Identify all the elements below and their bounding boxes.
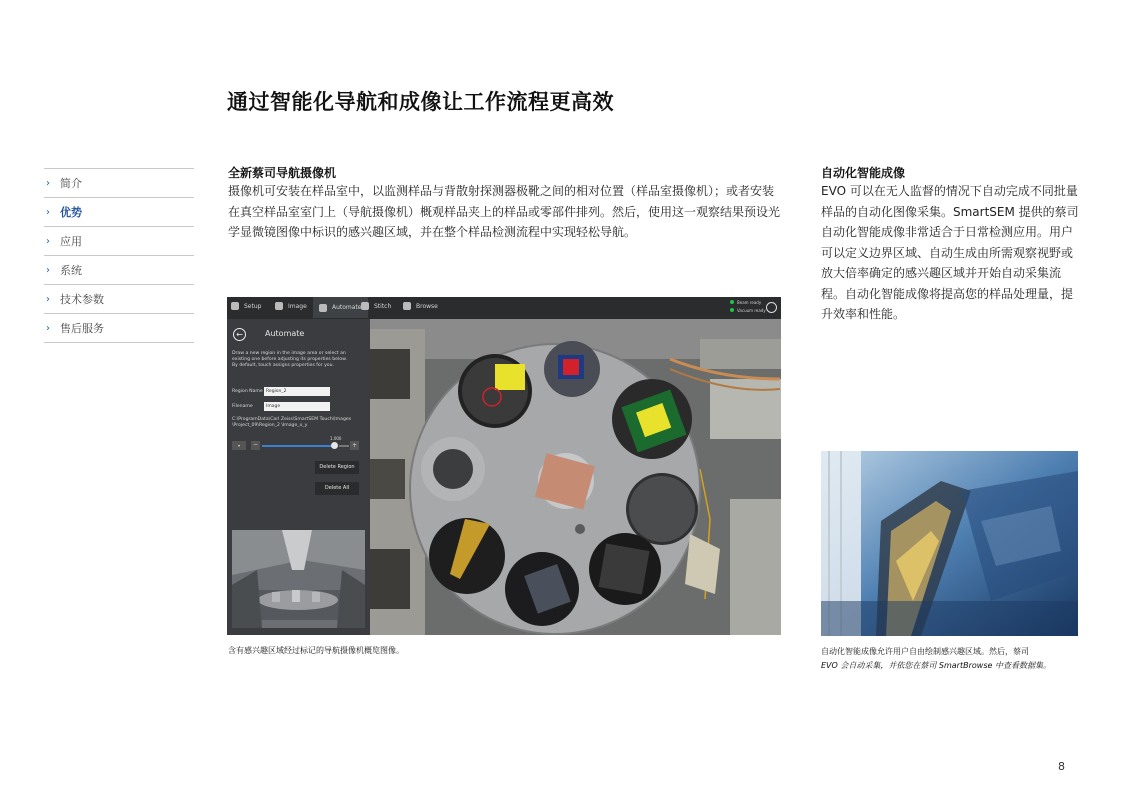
delete-region-button[interactable]: Delete Region [315,461,359,474]
zoom-slider-handle[interactable] [331,442,338,449]
nav-item-advantages[interactable]: › 优势 [44,197,194,226]
status-dot-icon [730,308,734,312]
status-dot-icon [730,300,734,304]
zoom-plus-button[interactable]: + [351,442,358,449]
zoom-select[interactable]: ▾ [232,441,246,450]
chevron-right-icon: › [46,322,50,334]
chevron-right-icon: › [46,264,50,276]
zoom-slider[interactable] [262,445,333,447]
section-body: 摄像机可安装在样品室中，以监测样品与背散射探测器极靴之间的相对位置（样品室摄像机）；或者安装在真空样品室室门上（导航摄像机）概观样品夹上的样品或零部件排列。然后，使用这一观察结果预设光学显微镜图像中标识的感兴趣区域，并在整个样品检测流程中实现轻松导航。 [228,184,781,239]
zoom-slider-rest [339,445,349,447]
filename-field[interactable]: Image [264,402,330,411]
camera-icon [275,302,283,310]
navigation-camera-screenshot [227,297,781,635]
tab-automate[interactable]: Automate [313,297,368,318]
tab-image[interactable]: Image [275,302,307,310]
nav-item-intro[interactable]: › 简介 [44,168,194,197]
chevron-right-icon: › [46,177,50,189]
page-title: 通过智能化导航和成像让工作流程更高效 [227,90,614,114]
section-heading: 全新蔡司导航摄像机 [228,166,337,180]
sample-stage-view [370,319,781,635]
chamber-camera-thumbnail [232,530,365,628]
region-name-label: Region Name [232,389,263,394]
zoom-minus-button[interactable]: − [252,441,259,448]
tab-setup[interactable]: Setup [231,302,261,310]
zoom-value: 1.000 [330,436,342,441]
power-icon[interactable] [766,302,777,313]
back-arrow-icon[interactable]: ← [233,328,246,341]
filename-label: Filename [232,404,253,409]
chevron-right-icon: › [46,235,50,247]
automate-icon [319,304,327,312]
nav-item-service[interactable]: › 售后服务 [44,313,194,343]
page-number: 8 [1058,760,1065,773]
vacuum-status: Vacuum ready [730,308,766,313]
stitch-icon [361,302,369,310]
file-path: C:\ProgramData\Carl Zeiss\SmartSEM Touch\Images\Project_09\Region_2 \Image_x_y [232,417,352,428]
side-navigation [44,168,194,343]
section-body: EVO 可以在无人监督的情况下自动完成不同批量样品的自动化图像采集。SmartSEM 提供的蔡司自动化智能成像非常适合于日常检测应用。用户可以定义边界区域、自动生成由所需观察视野或放大倍率确定的感兴趣区域并开始自动采集流程。自动化智能成像将提高您的样品处理量，提升效率和性能。 [821,184,1079,321]
delete-all-button[interactable]: Delete All [315,482,359,495]
nav-item-applications[interactable]: › 应用 [44,226,194,255]
left-image-caption: 含有感兴趣区域经过标记的导航摄像机概览图像。 [228,646,404,655]
nav-item-system[interactable]: › 系统 [44,255,194,284]
chevron-right-icon: › [46,206,50,218]
chevron-right-icon: › [46,293,50,305]
navigation-camera-section [228,164,784,243]
nav-item-specifications[interactable]: › 技术参数 [44,284,194,313]
panel-description: Draw a new region in the image area or select an existing one before adjusting its properties below. By default, touch assigns properties for you. [232,351,347,368]
roi-marker [495,364,525,390]
region-name-field[interactable]: Region_2 [264,387,330,396]
right-image-caption: 自动化智能成像允许用户自由绘制感兴趣区域。然后，蔡司 EVO 会自动采集，并依您在蔡司 SmartBrowse 中查看数据集。 [821,647,1051,670]
smart-imaging-photo [821,451,1078,636]
section-heading: 自动化智能成像 [821,166,906,180]
panel-title: Automate [265,329,305,338]
tab-browse[interactable]: Browse [403,302,438,310]
app-toolbar [227,297,781,320]
beam-status: Beam ready [730,300,761,305]
gear-icon [231,302,239,310]
roi-marker [563,359,579,375]
tab-stitch[interactable]: Stitch [361,302,391,310]
automate-panel [227,319,370,635]
smart-imaging-section [821,164,1079,325]
browse-icon [403,302,411,310]
